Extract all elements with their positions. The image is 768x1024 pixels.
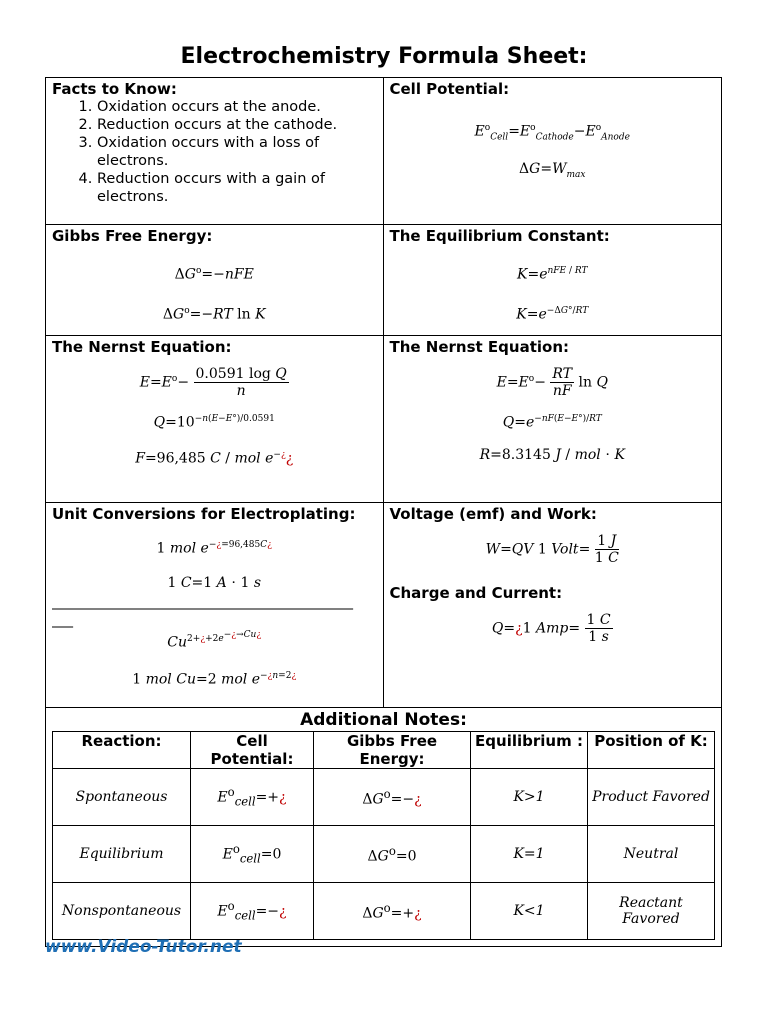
nernst-ln-formula: $E=E^o-$ $\frac{RT}{nF}$ ln Q (496, 366, 608, 399)
gibbs-value: $\Delta G^o=+¿$ (314, 883, 471, 940)
gibbs-formula-rtlnk: $\Delta G^o=-RT$ ln K (162, 305, 266, 323)
gas-constant-value: 8.3145 (501, 446, 551, 463)
k-formula-nfe: $K=e^{nFE / RT}$ (516, 266, 588, 283)
nernst-right-heading: The Nernst Equation: (389, 338, 570, 356)
work-formula: W=QV 1 Volt= $\frac{1 J}{1 C}$ (485, 533, 619, 566)
table-row (53, 826, 715, 883)
fact-item: 3. Oxidation occurs with a loss of electrons. (97, 134, 377, 170)
cell-potential-value: $E^o_{cell}=-¿$ (191, 883, 314, 940)
copper-reduction-formula: $Cu^{2+¿+2e^{-¿\to Cu¿}}$ (167, 629, 262, 651)
electron-charge-value: 96,485 (228, 540, 261, 550)
header-gibbs: Gibbs Free Energy: (314, 732, 471, 769)
divider-line: ___________________________________________ (52, 593, 353, 610)
header-reaction: Reaction: (53, 732, 191, 769)
coulomb-formula: 1 C=1 A ⋅ 1 s (167, 574, 262, 591)
k-value: K<1 (471, 883, 588, 940)
fact-item: 4. Reduction occurs with a gain of electrons. (97, 170, 377, 206)
fact-item: 1. Oxidation occurs at the anode. (97, 98, 377, 116)
voltage-cell (384, 503, 722, 707)
k-formula-gibbs: $K=e^{-\Delta G^\circ/RT}$ (516, 305, 589, 323)
position-value: Neutral (588, 826, 715, 883)
facts-list (52, 98, 377, 206)
k-value: K>1 (471, 769, 588, 826)
mole-electron-formula: 1 mol $e^{-¿=96,485C¿}$ (156, 540, 272, 557)
facts-cell (46, 78, 384, 224)
faraday-formula: F=96,485 C / mol e−¿¿ (135, 449, 294, 467)
gas-constant-formula: R=8.3145 J / mol ⋅ K (479, 446, 625, 463)
faraday-value: 96,485 (156, 450, 206, 467)
current-formula: Q=¿1 Amp= $\frac{1 C}{1 s}$ (491, 612, 611, 645)
reaction-cell: Equilibrium (53, 826, 191, 883)
row-facts (46, 78, 721, 225)
position-value: Reactant Favored (588, 883, 715, 940)
gibbs-work-formula: $\Delta G=W_{max}$ (519, 161, 586, 181)
row-units (46, 503, 721, 708)
nernst-log-formula: $E=E^o-$ $\frac{\text{0.0591 log Q}}{n}$ (139, 366, 287, 399)
reaction-cell: Spontaneous (53, 769, 191, 826)
header-cell-potential: Cell Potential: (191, 732, 314, 769)
gibbs-heading: Gibbs Free Energy: (52, 227, 213, 245)
nernst-left-cell (46, 336, 384, 502)
facts-heading: Facts to Know: (52, 80, 177, 98)
page-title: Electrochemistry Formula Sheet: (180, 44, 588, 69)
fact-item: 2. Reduction occurs at the cathode. (97, 116, 377, 134)
voltage-heading: Voltage (emf) and Work: (389, 505, 597, 523)
row-nernst (46, 336, 721, 503)
gibbs-value: $\Delta G^o=-¿$ (314, 769, 471, 826)
row-gibbs (46, 225, 721, 336)
notes-table (52, 731, 715, 940)
cell-potential-formula: $E^o_{Cell}=E^o_{Cathode}-E^o_{Anode}$ (474, 123, 630, 143)
notes-title: Additional Notes: (300, 710, 467, 730)
q-formula-left: $Q=10^{-n(E-E^\circ)/0.0591}$ (153, 414, 275, 431)
gibbs-value: $\Delta G^o=0$ (314, 826, 471, 883)
cell-potential-cell (384, 78, 722, 224)
header-equilibrium: Equilibrium : (471, 732, 588, 769)
cell-potential-value: $E^o_{cell}=0$ (191, 826, 314, 883)
equilibrium-heading: The Equilibrium Constant: (389, 227, 610, 245)
reaction-cell: Nonspontaneous (53, 883, 191, 940)
nernst-right-cell (384, 336, 722, 502)
charge-heading: Charge and Current: (389, 584, 563, 602)
table-row (53, 769, 715, 826)
equilibrium-cell (384, 225, 722, 335)
cell-potential-heading: Cell Potential: (389, 80, 510, 98)
copper-mole-formula: 1 mol Cu=2 mol $e^{-¿n=2¿}$ (132, 671, 297, 688)
k-value: K=1 (471, 826, 588, 883)
gibbs-cell (46, 225, 384, 335)
formula-sheet (45, 77, 722, 947)
position-value: Product Favored (588, 769, 715, 826)
table-row (53, 883, 715, 940)
nernst-constant: 0.0591 (195, 366, 245, 382)
unit-conversion-cell (46, 503, 384, 707)
header-position-k: Position of K: (588, 732, 715, 769)
q-formula-right: $Q=e^{-nF(E-E^\circ)/RT}$ (502, 414, 602, 431)
nernst-left-heading: The Nernst Equation: (52, 338, 232, 356)
divider-line-tail: ___ (52, 611, 73, 628)
gibbs-formula-nfe: $\Delta G^o=-nFE$ (174, 266, 254, 283)
website-link[interactable]: www.Video-Tutor.net (45, 937, 242, 957)
unit-conversion-heading: Unit Conversions for Electroplating: (52, 505, 356, 523)
additional-notes (46, 708, 721, 940)
cell-potential-value: $E^o_{cell}=+¿$ (191, 769, 314, 826)
table-header-row (53, 732, 715, 769)
